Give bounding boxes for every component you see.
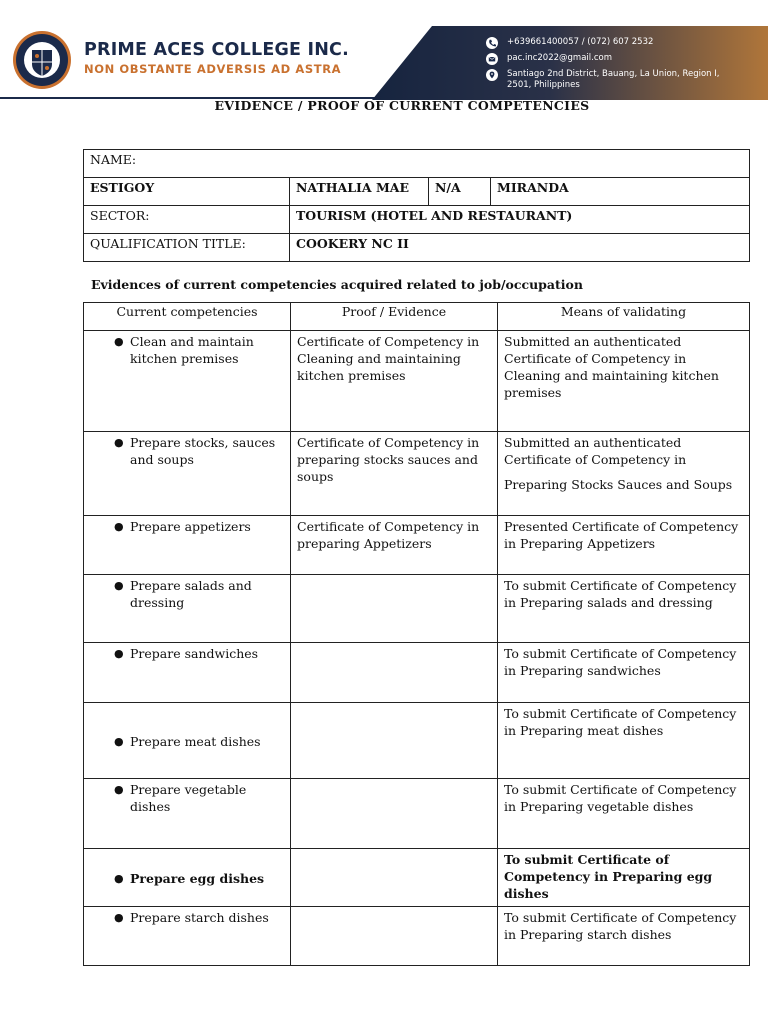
column-header: Current competencies bbox=[84, 303, 291, 331]
competencies-table bbox=[83, 302, 750, 966]
bullet-icon: ● bbox=[114, 335, 124, 348]
competency-text: Prepare egg dishes bbox=[130, 871, 265, 886]
competency-cell bbox=[84, 907, 291, 966]
competency-cell bbox=[84, 516, 291, 575]
college-name: PRIME ACES COLLEGE INC. bbox=[84, 40, 349, 60]
table-header-row bbox=[84, 303, 750, 331]
bullet-icon: ● bbox=[114, 872, 124, 885]
means-text-extra: Preparing Stocks Sauces and Soups bbox=[504, 477, 733, 492]
competency-cell bbox=[84, 643, 291, 703]
column-header: Means of validating bbox=[498, 303, 750, 331]
name-label: NAME: bbox=[84, 150, 750, 178]
sector-value: TOURISM (HOTEL AND RESTAURANT) bbox=[290, 206, 750, 234]
table-row bbox=[84, 643, 750, 703]
table-row bbox=[84, 575, 750, 643]
address-text: Santiago 2nd District, Bauang, La Union, Region I, 2501, Philippines bbox=[507, 69, 720, 90]
proof-cell: Certificate of Competency in Cleaning and maintaining kitchen premises bbox=[291, 331, 498, 432]
section-heading: Evidences of current competencies acquired related to job/occupation bbox=[91, 277, 583, 292]
table-row bbox=[84, 779, 750, 849]
bullet-icon: ● bbox=[114, 783, 124, 796]
proof-cell bbox=[291, 849, 498, 907]
competency-text: Prepare appetizers bbox=[130, 519, 251, 534]
proof-cell bbox=[291, 643, 498, 703]
sector-row bbox=[84, 206, 750, 234]
bullet-icon: ● bbox=[114, 520, 124, 533]
name-label-row bbox=[84, 150, 750, 178]
competency-text: Prepare salads and dressing bbox=[130, 578, 252, 610]
competency-text: Prepare meat dishes bbox=[130, 734, 261, 749]
means-cell bbox=[498, 432, 750, 516]
bullet-icon: ● bbox=[114, 436, 124, 449]
means-cell: To submit Certificate of Competency in Preparing egg dishes bbox=[498, 849, 750, 907]
means-cell: Submitted an authenticated Certificate of Competency in Cleaning and maintaining kitchen premises bbox=[498, 331, 750, 432]
competency-cell bbox=[84, 779, 291, 849]
competency-cell bbox=[84, 432, 291, 516]
phone-text: +639661400057 / (072) 607 2532 bbox=[507, 37, 654, 47]
qualification-label: QUALIFICATION TITLE: bbox=[84, 234, 290, 262]
last-name: ESTIGOY bbox=[84, 178, 290, 206]
table-row bbox=[84, 432, 750, 516]
document-title: EVIDENCE / PROOF OF CURRENT COMPETENCIES bbox=[214, 98, 590, 113]
means-cell: To submit Certificate of Competency in Preparing starch dishes bbox=[498, 907, 750, 966]
phone-icon bbox=[486, 37, 498, 49]
competency-text: Prepare vegetable dishes bbox=[130, 782, 247, 814]
middle-name: MIRANDA bbox=[491, 178, 750, 206]
competency-text: Prepare sandwiches bbox=[130, 646, 259, 661]
email-icon bbox=[486, 53, 498, 65]
table-row bbox=[84, 907, 750, 966]
competency-text: Prepare starch dishes bbox=[130, 910, 269, 925]
college-motto: NON OBSTANTE ADVERSIS AD ASTRA bbox=[84, 62, 342, 76]
letterhead bbox=[0, 0, 768, 100]
table-row bbox=[84, 703, 750, 779]
qualification-value: COOKERY NC II bbox=[290, 234, 750, 262]
bullet-icon: ● bbox=[114, 735, 124, 748]
means-cell: To submit Certificate of Competency in Preparing vegetable dishes bbox=[498, 779, 750, 849]
name-values-row bbox=[84, 178, 750, 206]
competency-text: Clean and maintain kitchen premises bbox=[130, 334, 254, 366]
bullet-icon: ● bbox=[114, 647, 124, 660]
proof-cell bbox=[291, 907, 498, 966]
proof-cell bbox=[291, 703, 498, 779]
table-row bbox=[84, 849, 750, 907]
bullet-icon: ● bbox=[114, 911, 124, 924]
bullet-icon: ● bbox=[114, 579, 124, 592]
competency-cell bbox=[84, 331, 291, 432]
proof-cell: Certificate of Competency in preparing stocks sauces and soups bbox=[291, 432, 498, 516]
competency-text: Prepare stocks, sauces and soups bbox=[130, 435, 276, 467]
table-row bbox=[84, 516, 750, 575]
qualification-row bbox=[84, 234, 750, 262]
competency-cell bbox=[84, 849, 291, 907]
contact-address bbox=[486, 69, 727, 91]
means-cell: To submit Certificate of Competency in Preparing sandwiches bbox=[498, 643, 750, 703]
means-text: Submitted an authenticated Certificate of Competency in bbox=[504, 435, 687, 467]
college-logo bbox=[12, 30, 72, 90]
middle-initial: N/A bbox=[429, 178, 491, 206]
contact-email bbox=[486, 53, 612, 65]
column-header: Proof / Evidence bbox=[291, 303, 498, 331]
table-row bbox=[84, 331, 750, 432]
competency-cell bbox=[84, 703, 291, 779]
proof-cell: Certificate of Competency in preparing Appetizers bbox=[291, 516, 498, 575]
competency-cell bbox=[84, 575, 291, 643]
means-cell: Presented Certificate of Competency in Preparing Appetizers bbox=[498, 516, 750, 575]
means-cell: To submit Certificate of Competency in Preparing meat dishes bbox=[498, 703, 750, 779]
sector-label: SECTOR: bbox=[84, 206, 290, 234]
location-pin-icon bbox=[486, 69, 498, 81]
contact-phone bbox=[486, 37, 653, 49]
email-text: pac.inc2022@gmail.com bbox=[507, 53, 612, 63]
first-name: NATHALIA MAE bbox=[290, 178, 429, 206]
proof-cell bbox=[291, 779, 498, 849]
proof-cell bbox=[291, 575, 498, 643]
means-cell: To submit Certificate of Competency in Preparing salads and dressing bbox=[498, 575, 750, 643]
applicant-info-table bbox=[83, 149, 750, 262]
